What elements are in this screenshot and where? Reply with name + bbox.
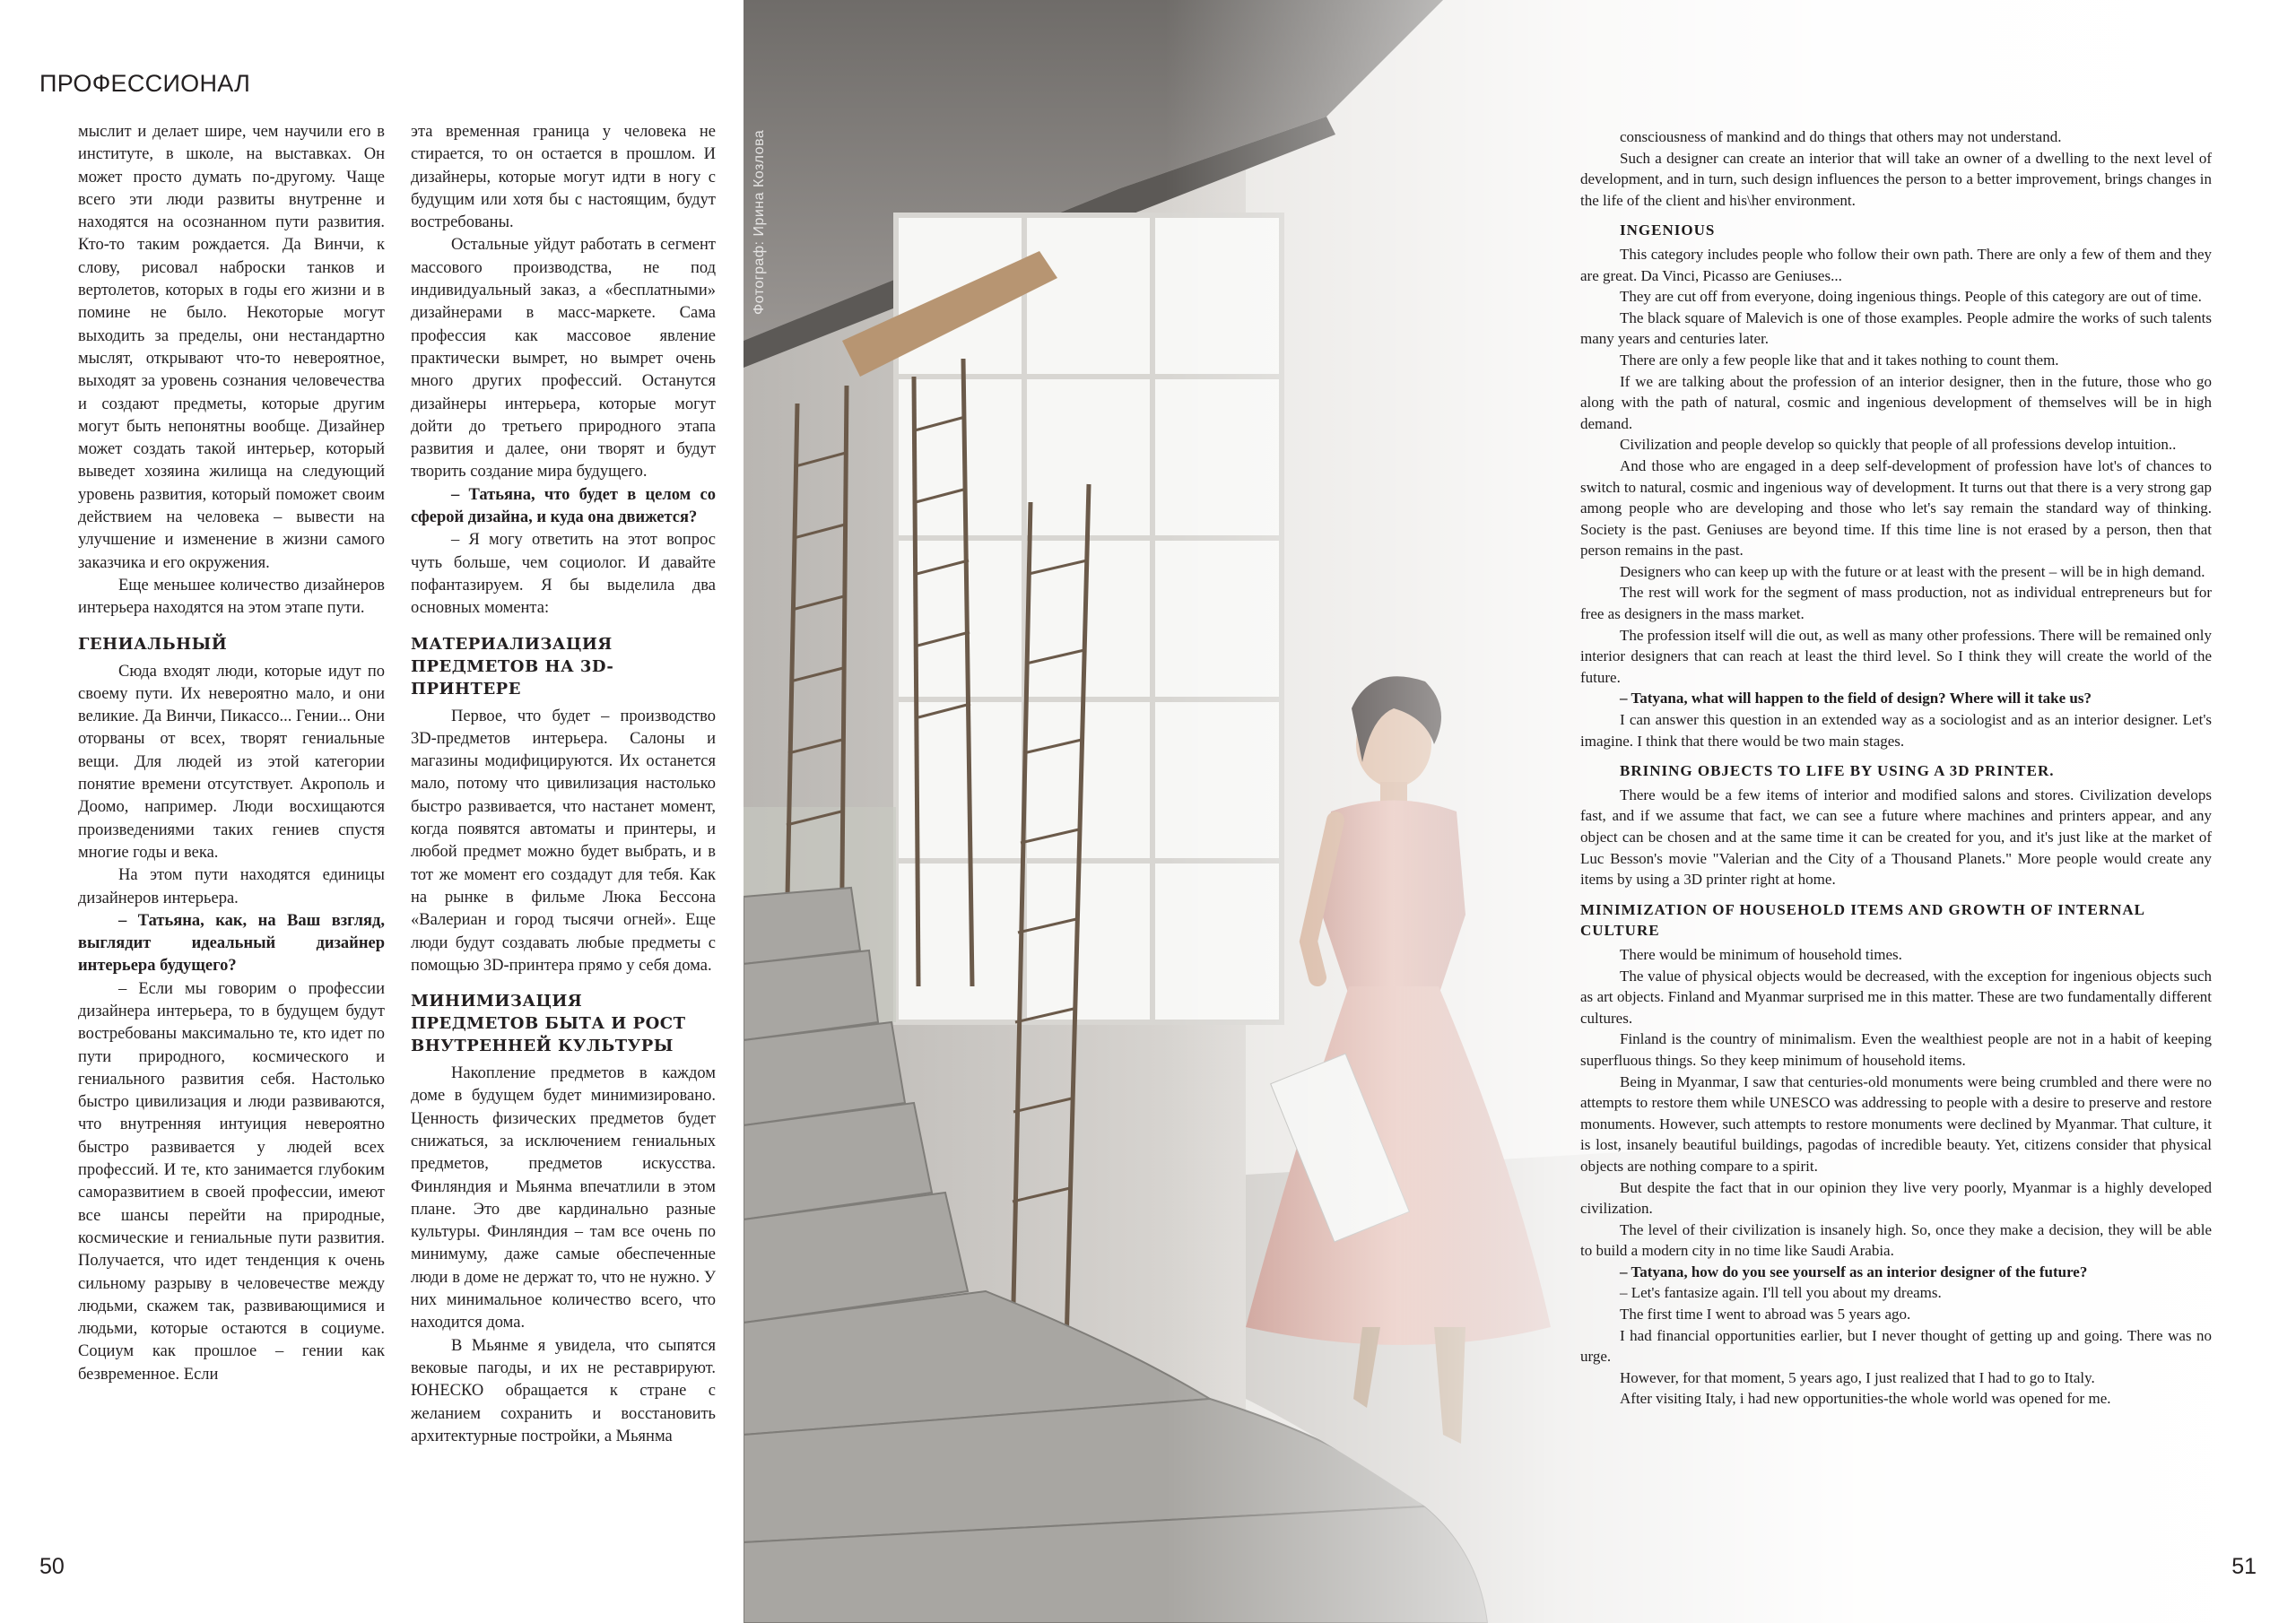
- paragraph: The rest will work for the segment of mass production, not as individual entrepreneurs but for free as designers in the mass market.: [1580, 584, 2212, 623]
- paragraph: The level of their civilization is insanely high. So, once they make a decision, they will be able to build a modern city in no time like Saudi Arabia.: [1580, 1220, 2212, 1260]
- paragraph: However, for that moment, 5 years ago, I just realized that I had to go to Italy.: [1620, 1368, 2095, 1386]
- paragraph: – Если мы говорим о профессии дизайнера интерьера, то в будущем будут востребованы максимально те, кто идет по пути природного, космического и гениального развития себя. Настолько быстро цивилизация и люди развиваются, что внутренняя интуиция невероятно быстро развивается у людей всех профессий. И те, кто занимается глубоким саморазвитием в своей профессии, имеют все шансы перейти на природные, космические и гениальные пути развития. Получается, что идет тенденция к очень сильному разрыву в человечестве между людьми, скажем так, развивающимися и людьми, которые остаются в социуме. Социум как прошлое – гении как безвременное. Если: [78, 979, 385, 1384]
- paragraph: Накопление предметов в каждом доме в будущем будет минимизировано. Ценность физических предметов будет снижаться, за исключением гениальных предметов, предметов искусства. Финляндия и Мьянма впечатлили в этом плане. Это две кардинально разные культуры. Финляндия – там все очень по минимуму, даже самые обеспеченные люди в доме не держат то, что не нужно. У них минимальное количество всего, что находится дома.: [411, 1064, 716, 1332]
- paragraph: Остальные уйдут работать в сегмент массового производства, не под индивидуальный заказ, а «бесплатными» дизайнерами в масс-маркете. Сама профессия как массовое явление практически вымрет, но вымрет очень много других профессий. Останутся дизайнеры интерьера, которые могут дойти до третьего природного этапа развития и далее, они творят и будут творить создание мира будущего.: [411, 236, 716, 482]
- page-number-left: 50: [39, 1554, 65, 1579]
- paragraph: But despite the fact that in our opinion they live very poorly, Myanmar is a highly developed civilization.: [1580, 1178, 2212, 1218]
- paragraph: мыслит и делает шире, чем научили его в институте, в школе, на выставках. Он может просто думать по-другому. Чаще всего эти люди развиты внутренне и находятся на осознанном пути развития. Кто-то таким рождается. Да Винчи, к слову, рисовал наброски танков и вертолетов, которых в годы его жизни и в помине не было. Некоторые могут выходить за пределы, они нестандартно мыслят, открывают что-то невероятное, выходят за уровень сознания человечества и создают предметы, которые другим могут быть непонятны вообще. Дизайнер может создать такой интерьер, который выведет хозяина жилища на следующий уровень развития, который поможет своим действием на человека – вывести на улучшение и изменение в жизни самого заказчика и его окружения.: [78, 123, 385, 572]
- paragraph: Еще меньшее количество дизайнеров интерьера находятся на этом этапе пути.: [78, 576, 385, 618]
- paragraph: – Я могу ответить на этот вопрос чуть больше, чем социолог. И давайте пофантазируем. Я бы выделила два основных момента:: [411, 531, 716, 618]
- paragraph: There are only a few people like that and it takes nothing to count them.: [1620, 351, 2059, 369]
- interview-question: – Tatyana, how do you see yourself as an interior designer of the future?: [1620, 1263, 2088, 1280]
- paragraph: – Let's fantasize again. I'll tell you about my dreams.: [1620, 1284, 1942, 1302]
- paragraph: Being in Myanmar, I saw that centuries-old monuments were being crumbled and there were no attempts to restore them while UNESCO was addressing to people with a desire to preserve and restore monuments. However, such attempts to restore monuments were declined by Myanmar. That culture, it is lost, insanely beautiful buildings, pagodas of incredible beauty. Yet, citizens consider that physical objects are nothing compare to a spirit.: [1580, 1072, 2212, 1175]
- paragraph: Finland is the country of minimalism. Even the wealthiest people are not in a habit of keeping superfluous things. So they keep minimum of household items.: [1580, 1030, 2212, 1069]
- interview-question: – Татьяна, что будет в целом со сферой дизайна, и куда она движется?: [411, 485, 716, 527]
- paragraph: Сюда входят люди, которые идут по своему пути. Их невероятно мало, и они великие. Да Винчи, Пикассо... Гении... Они оторваны от всех, творят гениальные вещи. Для людей из этой категории понятие времени отсутствует. Акрополь и Доомо, например. Люди восхищаются произведениями таких гениев спустя многие годы и века.: [78, 662, 385, 862]
- paragraph: There would be a few items of interior and modified salons and stores. Civilization develops fast, and if we assume that fact, we can see a future where machines and printers appear, and any object can be chosen and at the same time it can be created for you, and it's just like at the market of Luc Besson's movie "Valerian and the City of a Thousand Planets." More people would create any items by using a 3D printer right at home.: [1580, 785, 2212, 889]
- paragraph: The profession itself will die out, as well as many other professions. There will be remained only interior designers that can reach at least the third level. So I think they will create the world of the future.: [1580, 626, 2212, 686]
- section-heading-minimization: MINIMIZATION OF HOUSEHOLD ITEMS AND GROWTH OF INTERNAL CULTURE: [1580, 900, 2145, 940]
- paragraph: В Мьянме я увидела, что сыпятся вековые пагоды, и их не реставрируют. ЮНЕСКО обращается к стране с желанием сохранить и восстановить архитектурные постройки, а Мьянма: [411, 1336, 716, 1445]
- paragraph: And those who are engaged in a deep self-development of profession have lot's of chances to switch to natural, cosmic and ingenious way of development. It turns out that there is a very strong gap among people who are developing and those who let's say remain the standard way of thinking. Society is the past. Geniuses are beyond time. If this time line is not erased by a person, then that person remains in the past.: [1580, 456, 2212, 560]
- section-header-ru: ПРОФЕССИОНАЛ: [39, 70, 251, 97]
- paragraph: consciousness of mankind and do things that others may not understand.: [1620, 128, 2062, 145]
- section-heading-minimization: МИНИМИЗАЦИЯ ПРЕДМЕТОВ БЫТА И РОСТ ВНУТРЕННЕЙ КУЛЬТУРЫ: [411, 992, 686, 1056]
- article-column-1: [78, 121, 385, 1386]
- interview-question: – Tatyana, what will happen to the field of design? Where will it take us?: [1620, 690, 2092, 707]
- paragraph: эта временная граница у человека не стирается, то он остается в прошлом. И дизайнеры, которые могут идти в ногу с будущим или хотя бы с настоящим, будут востребованы.: [411, 123, 716, 232]
- section-heading-genius: ГЕНИАЛЬНЫЙ: [78, 634, 228, 654]
- paragraph: This category includes people who follow their own path. There are only a few of them and they are great. Da Vinci, Picasso are Geniuses...: [1580, 245, 2212, 284]
- page-number-right: 51: [2231, 1554, 2257, 1579]
- paragraph: На этом пути находятся единицы дизайнеров интерьера.: [78, 866, 385, 907]
- article-column-2: [411, 121, 716, 1448]
- article-column-english: [1580, 126, 2212, 1410]
- section-heading-3d-printing: МАТЕРИАЛИЗАЦИЯ ПРЕДМЕТОВ НА 3D-ПРИНТЕРЕ: [411, 634, 614, 699]
- section-heading-3d-printer: BRINING OBJECTS TO LIFE BY USING A 3D PRINTER.: [1620, 762, 2055, 780]
- photo-credit: Фотограф: Ирина Козлова: [752, 129, 767, 315]
- paragraph: I can answer this question in an extended way as a sociologist and as an interior designer. Let's imagine. I think that there would be two main stages.: [1580, 711, 2212, 750]
- paragraph: I had financial opportunities earlier, but I never thought of getting up and going. There was no urge.: [1580, 1326, 2212, 1366]
- paragraph: After visiting Italy, i had new opportunities-the whole world was opened for me.: [1620, 1390, 2111, 1408]
- paragraph: There would be minimum of household times.: [1620, 945, 1902, 963]
- paragraph: Первое, что будет – производство 3D-предметов интерьера. Салоны и магазины модифицируются. Их останется мало, потому что цивилизация настолько быстро развивается, что настанет момент, когда появятся автоматы и принтеры, и любой предмет можно будет выбрать, и в тот же момент его создадут для тебя. Как на рынке в фильме Люка Бессона «Валериан и город тысячи огней». Еще люди будут создавать любые предметы с помощью 3D-принтера прямо у себя дома.: [411, 707, 716, 975]
- section-heading-ingenious: INGENIOUS: [1620, 221, 1716, 239]
- paragraph: The first time I went to abroad was 5 years ago.: [1620, 1306, 1911, 1324]
- interview-question: – Татьяна, как, на Ваш взгляд, выглядит идеальный дизайнер интерьера будущего?: [78, 911, 385, 976]
- paragraph: The value of physical objects would be decreased, with the exception for ingenious objects such as art objects. Finland and Myanmar surprised me in this matter. These are two fundamentally different cultures.: [1580, 967, 2212, 1027]
- paragraph: The black square of Malevich is one of those examples. People admire the works of such talents many years and centuries later.: [1580, 308, 2212, 348]
- paragraph: Designers who can keep up with the future or at least with the present – will be in high demand.: [1620, 562, 2205, 580]
- paragraph: Such a designer can create an interior that will take an owner of a dwelling to the next level of development, and in turn, such design influences the person to a better improvement, brings changes in the life of the client and his\her environment.: [1580, 149, 2212, 209]
- paragraph: They are cut off from everyone, doing ingenious things. People of this category are out of time.: [1620, 288, 2202, 306]
- paragraph: Civilization and people develop so quickly that people of all professions develop intuition..: [1620, 436, 2177, 454]
- paragraph: If we are talking about the profession of an interior designer, then in the future, those who go along with the path of natural, cosmic and ingenious development of themselves will be in high demand.: [1580, 372, 2212, 432]
